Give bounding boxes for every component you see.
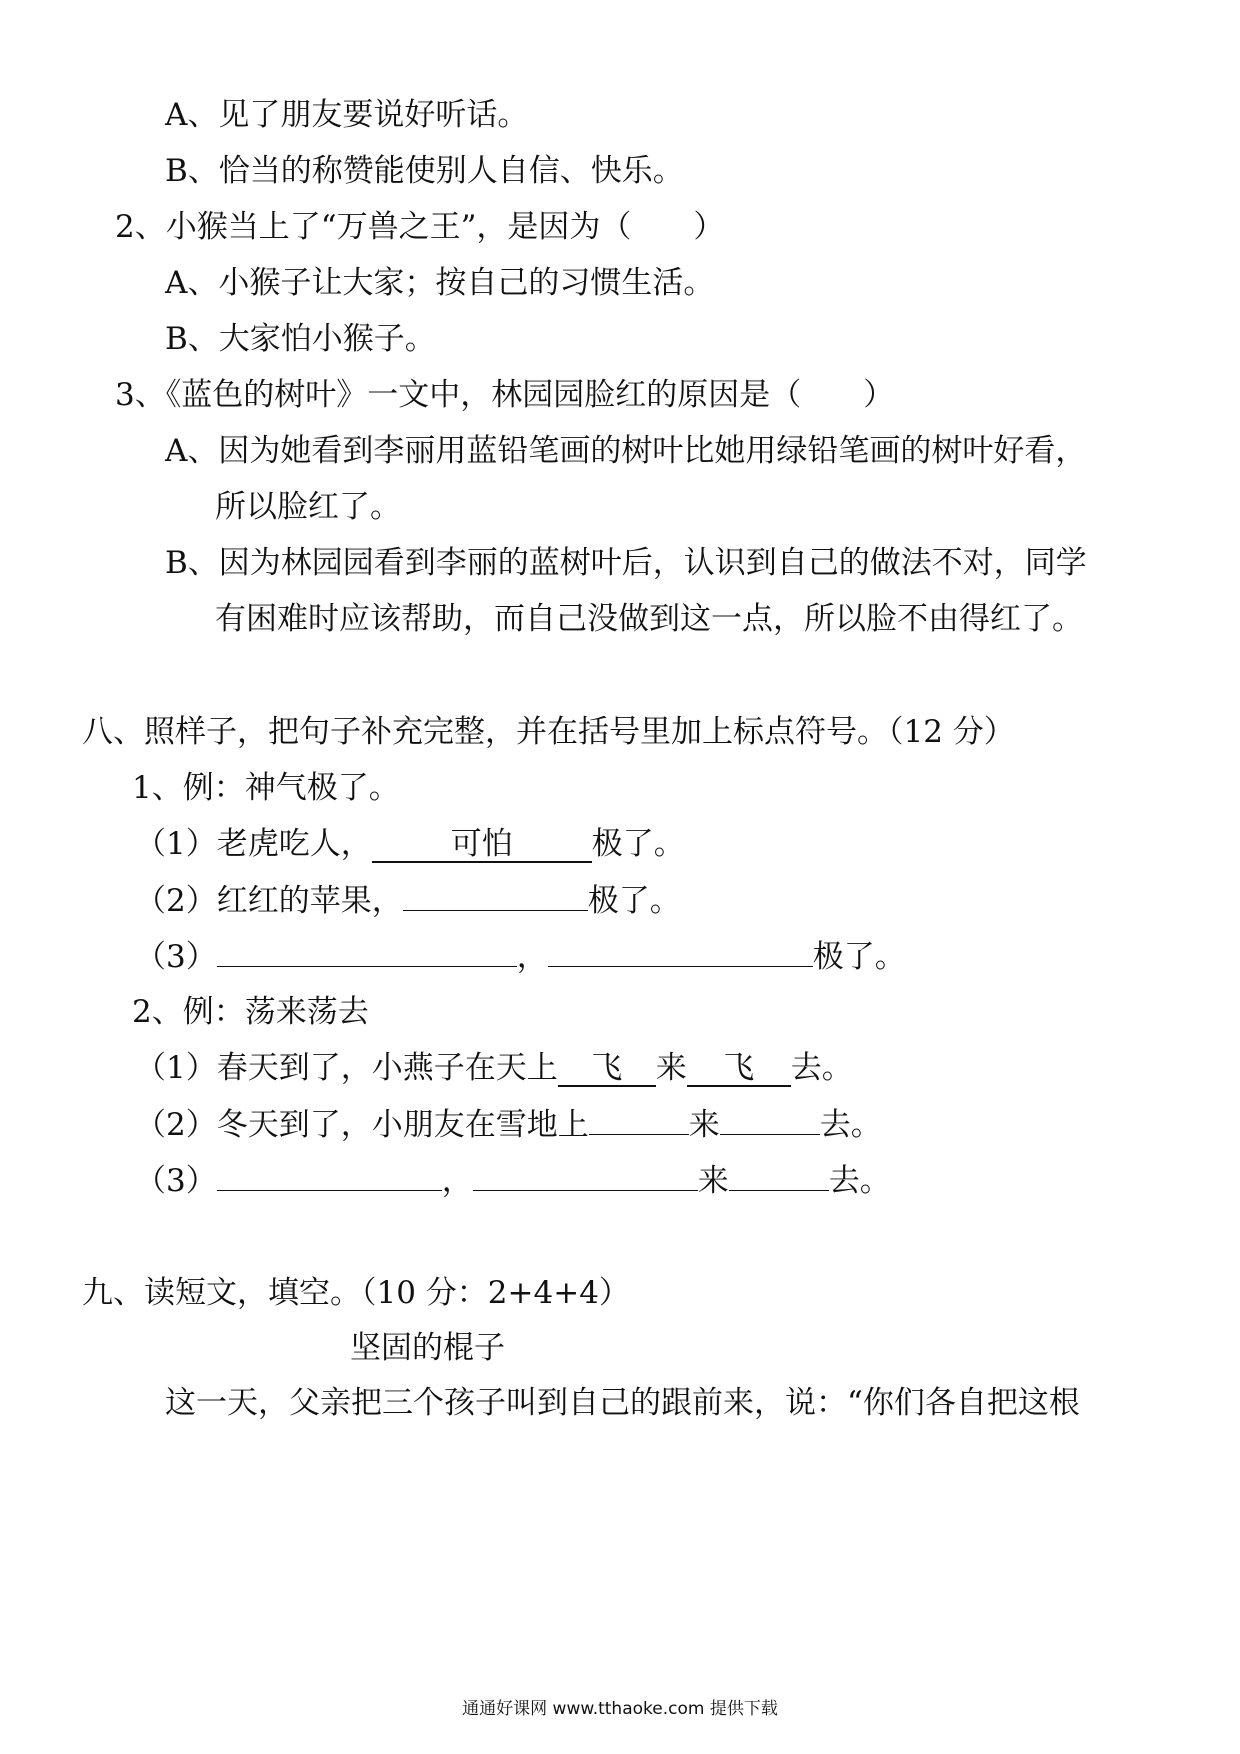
exercise-2-3-blank-a[interactable] xyxy=(217,1160,442,1191)
exercise-2-1-answer-b[interactable]: 飞 xyxy=(687,1051,791,1087)
exercise-1-2-blank[interactable] xyxy=(403,880,588,911)
option-3b-line1: B、因为林园园看到李丽的蓝树叶后，认识到自己的做法不对，同学 xyxy=(165,545,1087,581)
exercise-1-1 xyxy=(135,824,685,864)
exercise-2-3-blank-c[interactable] xyxy=(729,1160,829,1191)
exercise-2-1 xyxy=(135,1048,853,1088)
exercise-2-3-comma: ， xyxy=(441,1163,473,1199)
section-9-heading: 九、读短文，填空。（10 分：2+4+4） xyxy=(82,1275,630,1311)
exercise-1-2-suffix: 极了。 xyxy=(587,883,681,919)
page-footer: 通通好课网 www.tthaoke.com 提供下载 xyxy=(462,1699,778,1719)
option-3a-line1: A、因为她看到李丽用蓝铅笔画的树叶比她用绿铅笔画的树叶好看， xyxy=(165,433,1087,469)
question-3: 3、《蓝色的树叶》一文中，林园园脸红的原因是（ ） xyxy=(115,377,895,413)
exercise-2-2 xyxy=(135,1104,882,1145)
exercise-1-3-suffix: 极了。 xyxy=(812,939,906,975)
exercise-2-1-suffix: 去。 xyxy=(790,1050,853,1086)
exercise-1-3-blank-b[interactable] xyxy=(548,936,813,967)
option-3a-line2: 所以脸红了。 xyxy=(215,489,401,525)
option-2b: B、大家怕小猴子。 xyxy=(165,321,436,357)
option-3b-line2: 有困难时应该帮助，而自己没做到这一点，所以脸不由得红了。 xyxy=(215,601,1083,637)
example-2: 2、例：荡来荡去 xyxy=(132,994,369,1030)
section-8-heading: 八、照样子，把句子补充完整，并在括号里加上标点符号。（12 分） xyxy=(82,714,1015,750)
exercise-2-2-blank-b[interactable] xyxy=(720,1104,820,1135)
exercise-1-1-answer[interactable]: 可怕 xyxy=(372,827,592,863)
exercise-2-3 xyxy=(135,1160,891,1201)
exercise-2-2-suffix: 去。 xyxy=(819,1107,882,1143)
exercise-2-3-mid: 来 xyxy=(697,1163,729,1199)
option-2a: A、小猴子让大家；按自己的习惯生活。 xyxy=(165,265,715,301)
exercise-1-3-prefix: （3） xyxy=(135,939,217,975)
exercise-2-3-suffix: 去。 xyxy=(828,1163,891,1199)
question-2: 2、小猴当上了“万兽之王”，是因为（ ） xyxy=(115,209,725,245)
passage-title: 坚固的棍子 xyxy=(350,1330,505,1366)
example-1: 1、例：神气极了。 xyxy=(132,770,400,806)
exercise-2-2-blank-a[interactable] xyxy=(589,1104,689,1135)
exercise-1-3 xyxy=(135,936,906,977)
exercise-1-3-comma: ， xyxy=(516,939,548,975)
exercise-1-2-prefix: （2）红红的苹果， xyxy=(135,883,403,919)
exercise-2-3-blank-b[interactable] xyxy=(473,1160,698,1191)
exercise-2-2-mid: 来 xyxy=(688,1107,720,1143)
exercise-1-1-prefix: （1）老虎吃人， xyxy=(135,826,372,862)
exercise-1-1-suffix: 极了。 xyxy=(591,826,685,862)
exercise-1-3-blank-a[interactable] xyxy=(217,936,517,967)
passage-paragraph-1: 这一天，父亲把三个孩子叫到自己的跟前来，说：“你们各自把这根 xyxy=(165,1385,1080,1421)
exercise-2-2-prefix: （2）冬天到了，小朋友在雪地上 xyxy=(135,1107,589,1143)
option-1a: A、见了朋友要说好听话。 xyxy=(165,97,529,133)
exercise-2-1-mid: 来 xyxy=(655,1050,687,1086)
exercise-2-3-prefix: （3） xyxy=(135,1163,217,1199)
option-1b: B、恰当的称赞能使别人自信、快乐。 xyxy=(165,153,684,189)
exercise-2-1-prefix: （1）春天到了，小燕子在天上 xyxy=(135,1050,558,1086)
exercise-2-1-answer-a[interactable]: 飞 xyxy=(558,1051,656,1087)
exercise-1-2 xyxy=(135,880,681,921)
